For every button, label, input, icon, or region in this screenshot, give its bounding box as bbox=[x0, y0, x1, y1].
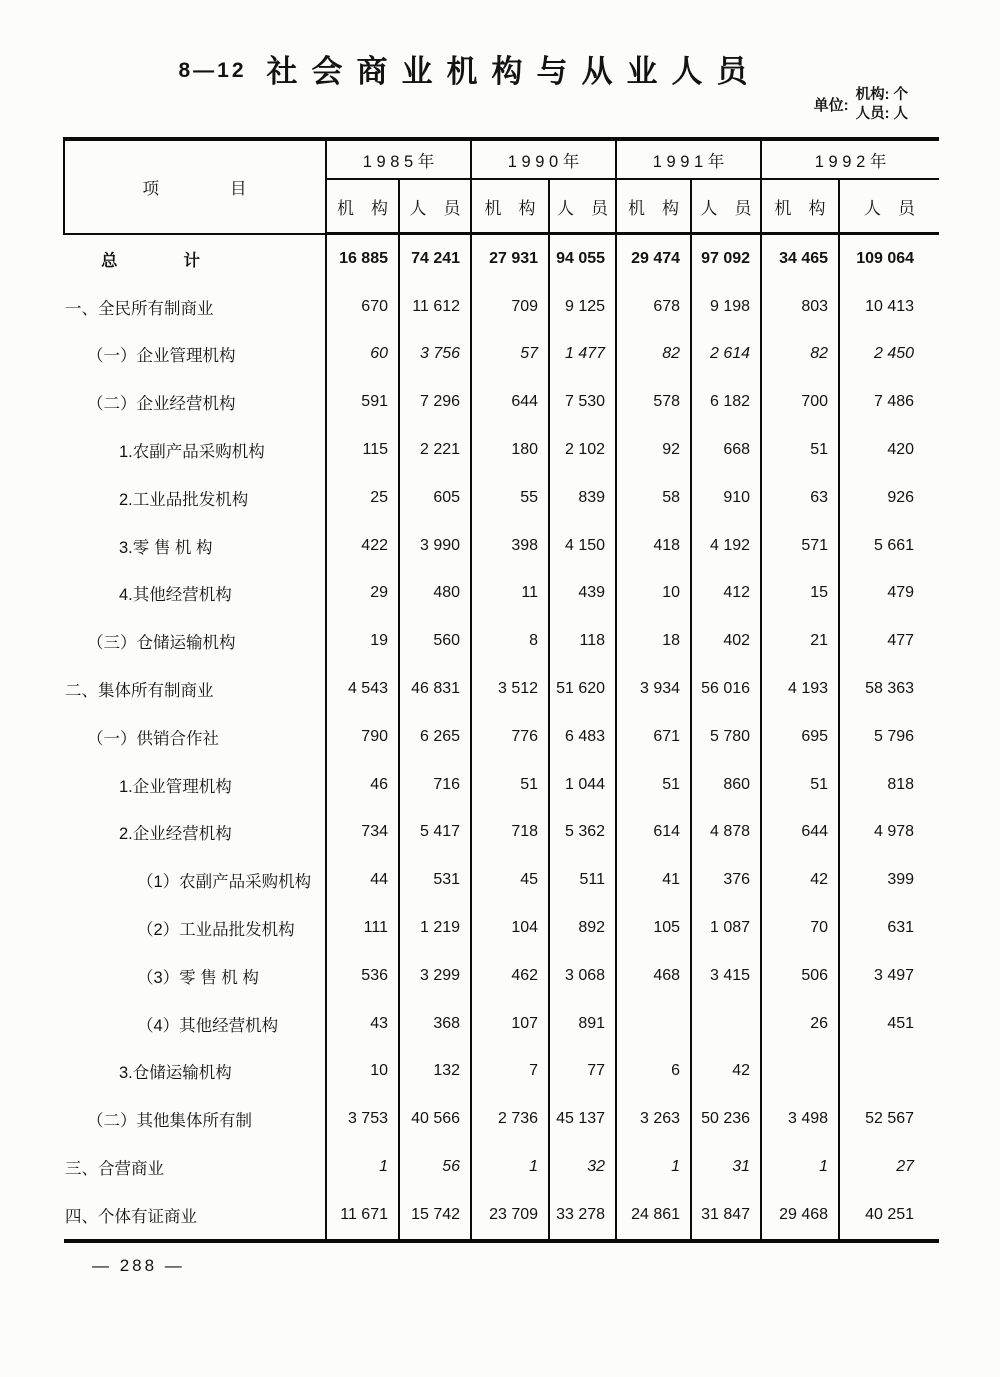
cell-value: 5 780 bbox=[691, 713, 761, 761]
row-label: 1.农副产品采购机构 bbox=[119, 443, 265, 462]
cell-value: 860 bbox=[691, 761, 761, 809]
year-header-1990: 1 9 9 0 年 bbox=[471, 139, 616, 179]
table-row bbox=[64, 713, 939, 761]
item-column-header: 项 目 bbox=[64, 139, 326, 234]
cell-value: 2 102 bbox=[549, 426, 616, 474]
row-label: （4）其他经营机构 bbox=[137, 1016, 279, 1035]
cell-value: 105 bbox=[616, 904, 691, 952]
cell-value: 33 278 bbox=[549, 1191, 616, 1241]
cell-value: 578 bbox=[616, 378, 691, 426]
cell-value: 480 bbox=[399, 570, 471, 618]
cell-value: 57 bbox=[471, 331, 549, 379]
table-row bbox=[64, 522, 939, 570]
cell-value: 10 413 bbox=[839, 283, 939, 331]
cell-value: 27 bbox=[839, 1143, 939, 1191]
cell-value: 477 bbox=[839, 617, 939, 665]
cell-value: 15 742 bbox=[399, 1191, 471, 1241]
cell-value: 46 bbox=[326, 761, 399, 809]
cell-value: 46 831 bbox=[399, 665, 471, 713]
table-row bbox=[64, 761, 939, 809]
cell-value: 6 265 bbox=[399, 713, 471, 761]
cell-value: 439 bbox=[549, 570, 616, 618]
cell-value: 82 bbox=[761, 331, 839, 379]
cell-value: 511 bbox=[549, 856, 616, 904]
cell-value: 818 bbox=[839, 761, 939, 809]
cell-value: 891 bbox=[549, 1000, 616, 1048]
table-row bbox=[64, 234, 939, 283]
cell-value: 27 931 bbox=[471, 234, 549, 283]
unit-institutions: 机构: 个 bbox=[855, 87, 908, 103]
cell-value: 4 543 bbox=[326, 665, 399, 713]
table-title: 社会商业机构与从业人员 bbox=[266, 54, 762, 89]
row-label: 二、集体所有制商业 bbox=[65, 682, 214, 701]
cell-value: 910 bbox=[691, 474, 761, 522]
row-label: 三、合营商业 bbox=[65, 1160, 164, 1179]
cell-value: 776 bbox=[471, 713, 549, 761]
cell-value: 4 150 bbox=[549, 522, 616, 570]
cell-value: 1 bbox=[471, 1143, 549, 1191]
cell-value: 60 bbox=[326, 331, 399, 379]
cell-value: 3 512 bbox=[471, 665, 549, 713]
row-label: 一、全民所有制商业 bbox=[65, 299, 214, 318]
cell-value: 7 296 bbox=[399, 378, 471, 426]
table-row bbox=[64, 331, 939, 379]
cell-value: 51 bbox=[761, 426, 839, 474]
cell-value: 3 263 bbox=[616, 1095, 691, 1143]
cell-value: 104 bbox=[471, 904, 549, 952]
cell-value: 19 bbox=[326, 617, 399, 665]
cell-value: 420 bbox=[839, 426, 939, 474]
cell-value: 25 bbox=[326, 474, 399, 522]
cell-value bbox=[691, 1000, 761, 1048]
row-label: （二）其他集体所有制 bbox=[87, 1112, 252, 1131]
cell-value: 43 bbox=[326, 1000, 399, 1048]
cell-value: 718 bbox=[471, 809, 549, 857]
table-row bbox=[64, 617, 939, 665]
cell-value: 412 bbox=[691, 570, 761, 618]
row-label: （三）仓储运输机构 bbox=[87, 634, 236, 653]
subheader-personnel: 人 员 bbox=[549, 179, 616, 234]
cell-value: 2 450 bbox=[839, 331, 939, 379]
cell-value: 7 530 bbox=[549, 378, 616, 426]
cell-value: 368 bbox=[399, 1000, 471, 1048]
cell-value: 11 671 bbox=[326, 1191, 399, 1241]
cell-value: 402 bbox=[691, 617, 761, 665]
cell-value: 16 885 bbox=[326, 234, 399, 283]
cell-value: 560 bbox=[399, 617, 471, 665]
cell-value: 45 bbox=[471, 856, 549, 904]
year-header-1991: 1 9 9 1 年 bbox=[616, 139, 761, 179]
cell-value: 803 bbox=[761, 283, 839, 331]
cell-value: 716 bbox=[399, 761, 471, 809]
year-header-1985: 1 9 8 5 年 bbox=[326, 139, 471, 179]
cell-value: 468 bbox=[616, 952, 691, 1000]
cell-value: 571 bbox=[761, 522, 839, 570]
cell-value: 5 362 bbox=[549, 809, 616, 857]
cell-value: 2 221 bbox=[399, 426, 471, 474]
table-row bbox=[64, 1095, 939, 1143]
cell-value: 668 bbox=[691, 426, 761, 474]
cell-value: 6 bbox=[616, 1048, 691, 1096]
unit-personnel: 人员: 人 bbox=[855, 105, 908, 122]
row-label: （一）企业管理机构 bbox=[87, 347, 236, 366]
cell-value: 11 612 bbox=[399, 283, 471, 331]
cell-value: 5 417 bbox=[399, 809, 471, 857]
cell-value: 34 465 bbox=[761, 234, 839, 283]
subheader-personnel: 人 员 bbox=[839, 179, 939, 234]
cell-value: 23 709 bbox=[471, 1191, 549, 1241]
cell-value: 1 bbox=[616, 1143, 691, 1191]
cell-value: 70 bbox=[761, 904, 839, 952]
cell-value: 4 193 bbox=[761, 665, 839, 713]
cell-value: 56 016 bbox=[691, 665, 761, 713]
cell-value: 3 299 bbox=[399, 952, 471, 1000]
cell-value: 52 567 bbox=[839, 1095, 939, 1143]
cell-value: 32 bbox=[549, 1143, 616, 1191]
cell-value: 631 bbox=[839, 904, 939, 952]
cell-value: 5 661 bbox=[839, 522, 939, 570]
cell-value: 118 bbox=[549, 617, 616, 665]
table-row bbox=[64, 1143, 939, 1191]
table-row bbox=[64, 474, 939, 522]
cell-value: 18 bbox=[616, 617, 691, 665]
cell-value: 8 bbox=[471, 617, 549, 665]
unit-note bbox=[814, 86, 908, 124]
cell-value bbox=[616, 1000, 691, 1048]
row-label: 2.工业品批发机构 bbox=[119, 490, 249, 509]
cell-value: 839 bbox=[549, 474, 616, 522]
row-label: （3）零 售 机 构 bbox=[137, 968, 259, 987]
table-row bbox=[64, 856, 939, 904]
cell-value: 398 bbox=[471, 522, 549, 570]
table-header bbox=[64, 139, 939, 234]
cell-value: 418 bbox=[616, 522, 691, 570]
cell-value: 399 bbox=[839, 856, 939, 904]
cell-value: 42 bbox=[691, 1048, 761, 1096]
cell-value: 26 bbox=[761, 1000, 839, 1048]
cell-value: 31 bbox=[691, 1143, 761, 1191]
cell-value: 605 bbox=[399, 474, 471, 522]
cell-value: 6 483 bbox=[549, 713, 616, 761]
cell-value: 111 bbox=[326, 904, 399, 952]
cell-value: 4 878 bbox=[691, 809, 761, 857]
cell-value: 614 bbox=[616, 809, 691, 857]
cell-value bbox=[761, 1048, 839, 1096]
table-row bbox=[64, 1191, 939, 1241]
cell-value: 40 566 bbox=[399, 1095, 471, 1143]
cell-value: 42 bbox=[761, 856, 839, 904]
cell-value: 2 614 bbox=[691, 331, 761, 379]
cell-value: 55 bbox=[471, 474, 549, 522]
cell-value: 709 bbox=[471, 283, 549, 331]
cell-value: 107 bbox=[471, 1000, 549, 1048]
cell-value: 531 bbox=[399, 856, 471, 904]
cell-value: 926 bbox=[839, 474, 939, 522]
cell-value: 56 bbox=[399, 1143, 471, 1191]
table-row bbox=[64, 904, 939, 952]
cell-value: 376 bbox=[691, 856, 761, 904]
cell-value: 7 486 bbox=[839, 378, 939, 426]
cell-value: 15 bbox=[761, 570, 839, 618]
cell-value: 3 415 bbox=[691, 952, 761, 1000]
subheader-institutions: 机 构 bbox=[616, 179, 691, 234]
row-label: 3.仓储运输机构 bbox=[119, 1064, 232, 1083]
cell-value: 644 bbox=[471, 378, 549, 426]
cell-value: 9 125 bbox=[549, 283, 616, 331]
cell-value: 3 990 bbox=[399, 522, 471, 570]
subheader-institutions: 机 构 bbox=[471, 179, 549, 234]
cell-value: 695 bbox=[761, 713, 839, 761]
table-row bbox=[64, 570, 939, 618]
cell-value: 1 bbox=[761, 1143, 839, 1191]
subheader-institutions: 机 构 bbox=[326, 179, 399, 234]
table-row bbox=[64, 665, 939, 713]
table-row bbox=[64, 952, 939, 1000]
cell-value: 462 bbox=[471, 952, 549, 1000]
cell-value: 678 bbox=[616, 283, 691, 331]
cell-value bbox=[839, 1048, 939, 1096]
cell-value: 734 bbox=[326, 809, 399, 857]
cell-value: 40 251 bbox=[839, 1191, 939, 1241]
cell-value: 3 753 bbox=[326, 1095, 399, 1143]
cell-value: 1 044 bbox=[549, 761, 616, 809]
row-label: 3.零 售 机 构 bbox=[119, 538, 213, 557]
cell-value: 180 bbox=[471, 426, 549, 474]
row-label: 1.企业管理机构 bbox=[119, 777, 232, 796]
cell-value: 422 bbox=[326, 522, 399, 570]
row-label: 2.企业经营机构 bbox=[119, 825, 232, 844]
cell-value: 10 bbox=[616, 570, 691, 618]
cell-value: 536 bbox=[326, 952, 399, 1000]
cell-value: 109 064 bbox=[839, 234, 939, 283]
row-label: （2）工业品批发机构 bbox=[137, 921, 295, 940]
cell-value: 3 497 bbox=[839, 952, 939, 1000]
subheader-personnel: 人 员 bbox=[691, 179, 761, 234]
cell-value: 3 934 bbox=[616, 665, 691, 713]
cell-value: 1 219 bbox=[399, 904, 471, 952]
table-row bbox=[64, 283, 939, 331]
row-label: （一）供销合作社 bbox=[87, 729, 219, 748]
page-number: — 288 — bbox=[92, 1256, 185, 1275]
row-label: （1）农副产品采购机构 bbox=[137, 873, 312, 892]
cell-value: 790 bbox=[326, 713, 399, 761]
cell-value: 670 bbox=[326, 283, 399, 331]
cell-value: 10 bbox=[326, 1048, 399, 1096]
cell-value: 51 bbox=[761, 761, 839, 809]
row-label: （二）企业经营机构 bbox=[87, 395, 236, 414]
cell-value: 74 241 bbox=[399, 234, 471, 283]
row-label: 4.其他经营机构 bbox=[119, 586, 232, 605]
cell-value: 451 bbox=[839, 1000, 939, 1048]
cell-value: 24 861 bbox=[616, 1191, 691, 1241]
year-header-row bbox=[64, 139, 939, 179]
subheader-institutions: 机 构 bbox=[761, 179, 839, 234]
table-row bbox=[64, 809, 939, 857]
cell-value: 9 198 bbox=[691, 283, 761, 331]
cell-value: 892 bbox=[549, 904, 616, 952]
table-row bbox=[64, 1000, 939, 1048]
table-body bbox=[64, 234, 939, 1241]
cell-value: 700 bbox=[761, 378, 839, 426]
cell-value: 58 bbox=[616, 474, 691, 522]
table-row bbox=[64, 426, 939, 474]
cell-value: 11 bbox=[471, 570, 549, 618]
cell-value: 4 192 bbox=[691, 522, 761, 570]
cell-value: 2 736 bbox=[471, 1095, 549, 1143]
cell-value: 7 bbox=[471, 1048, 549, 1096]
cell-value: 29 468 bbox=[761, 1191, 839, 1241]
cell-value: 3 756 bbox=[399, 331, 471, 379]
cell-value: 479 bbox=[839, 570, 939, 618]
page-title bbox=[0, 46, 940, 91]
cell-value: 21 bbox=[761, 617, 839, 665]
cell-value: 58 363 bbox=[839, 665, 939, 713]
table-row bbox=[64, 378, 939, 426]
cell-value: 6 182 bbox=[691, 378, 761, 426]
unit-values bbox=[856, 86, 908, 124]
cell-value: 92 bbox=[616, 426, 691, 474]
cell-value: 671 bbox=[616, 713, 691, 761]
cell-value: 4 978 bbox=[839, 809, 939, 857]
cell-value: 82 bbox=[616, 331, 691, 379]
cell-value: 591 bbox=[326, 378, 399, 426]
table-number: 8—12 bbox=[178, 59, 247, 82]
cell-value: 644 bbox=[761, 809, 839, 857]
subheader-personnel: 人 员 bbox=[399, 179, 471, 234]
cell-value: 50 236 bbox=[691, 1095, 761, 1143]
statistics-table bbox=[63, 137, 939, 1243]
row-label: 总 计 bbox=[101, 251, 200, 270]
cell-value: 97 092 bbox=[691, 234, 761, 283]
cell-value: 31 847 bbox=[691, 1191, 761, 1241]
cell-value: 44 bbox=[326, 856, 399, 904]
cell-value: 132 bbox=[399, 1048, 471, 1096]
cell-value: 506 bbox=[761, 952, 839, 1000]
cell-value: 115 bbox=[326, 426, 399, 474]
cell-value: 29 bbox=[326, 570, 399, 618]
row-label: 四、个体有证商业 bbox=[65, 1207, 197, 1226]
cell-value: 94 055 bbox=[549, 234, 616, 283]
unit-label: 单位: bbox=[813, 97, 849, 115]
cell-value: 51 bbox=[616, 761, 691, 809]
year-header-1992: 1 9 9 2 年 bbox=[761, 139, 939, 179]
cell-value: 63 bbox=[761, 474, 839, 522]
cell-value: 1 087 bbox=[691, 904, 761, 952]
cell-value: 77 bbox=[549, 1048, 616, 1096]
cell-value: 3 068 bbox=[549, 952, 616, 1000]
cell-value: 45 137 bbox=[549, 1095, 616, 1143]
cell-value: 3 498 bbox=[761, 1095, 839, 1143]
cell-value: 1 477 bbox=[549, 331, 616, 379]
cell-value: 51 bbox=[471, 761, 549, 809]
cell-value: 1 bbox=[326, 1143, 399, 1191]
cell-value: 29 474 bbox=[616, 234, 691, 283]
table-row bbox=[64, 1048, 939, 1096]
cell-value: 41 bbox=[616, 856, 691, 904]
cell-value: 51 620 bbox=[549, 665, 616, 713]
cell-value: 5 796 bbox=[839, 713, 939, 761]
